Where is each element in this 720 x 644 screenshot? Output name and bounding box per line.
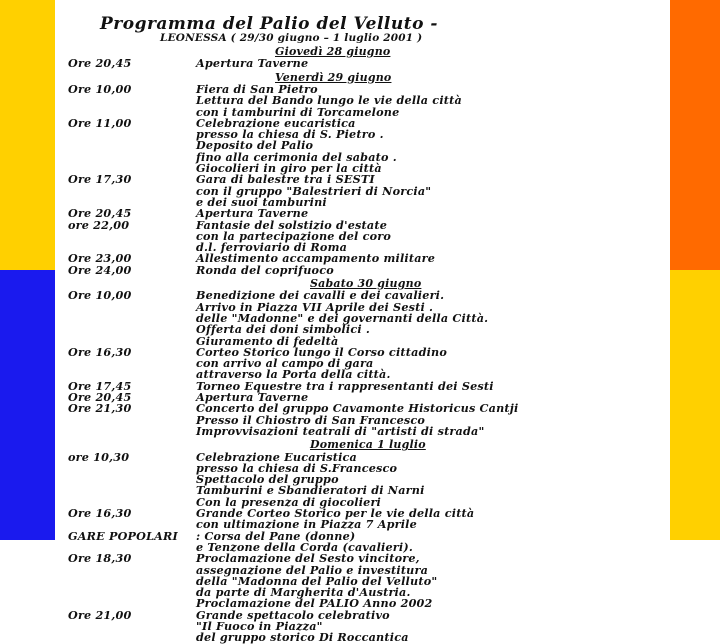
event-time: Ore 16,30 <box>68 344 132 359</box>
event-line: Offerta dei doni simbolici . <box>196 322 370 337</box>
event-line: Apertura Taverne <box>196 206 309 221</box>
event-line: Apertura Taverne <box>196 56 309 71</box>
event-line: Improvvisazioni teatrali di "artisti di strada" <box>196 423 485 438</box>
event-time: Ore 10,00 <box>68 81 132 96</box>
event-line: Deposito del Palio <box>196 138 314 153</box>
event-line: Gara di balestre tra i SESTI <box>196 172 375 187</box>
event-line: con il gruppo "Balestrieri di Norcia" <box>196 183 432 198</box>
event-line: Proclamazione del Sesto vincitore, <box>196 551 420 566</box>
event-line: della "Madonna del Palio del Velluto" <box>196 573 438 588</box>
event-time: Ore 20,45 <box>68 56 132 71</box>
page-subtitle: LEONESSA ( 29/30 giugno – 1 luglio 2001 ) <box>160 32 423 44</box>
event-time: Ore 17,30 <box>68 172 132 187</box>
event-line: fino alla cerimonia del sabato . <box>196 149 397 164</box>
event-line: con i tamburini di Torcamelone <box>196 104 400 119</box>
event-line: Celebrazione Eucaristica <box>196 449 358 464</box>
event-line: Apertura Taverne <box>196 390 309 404</box>
event-time: Ore 10,00 <box>68 288 132 303</box>
event-line: "Il Fuoco in Piazza" <box>196 619 323 633</box>
event-line: assegnazione del Palio e investitura <box>196 562 429 577</box>
event-line: Spettacolo del gruppo <box>196 472 339 487</box>
event-time: Ore 18,30 <box>68 551 132 566</box>
event-line: d.l. ferroviario di Roma <box>196 240 348 255</box>
event-time: Ore 20,45 <box>68 390 132 404</box>
event-line: Torneo Equestre tra i rappresentanti dei Sesti <box>196 378 494 393</box>
page-title: Programma del Palio del Velluto - <box>100 14 438 34</box>
day-heading: Venerdì 29 giugno <box>275 70 392 84</box>
event-line: da parte di Margherita d'Austria. <box>196 585 411 600</box>
event-line: Ronda del coprifuoco <box>196 262 334 277</box>
event-line: Proclamazione del PALIO Anno 2002 <box>196 596 433 611</box>
event-line: Giuramento di fedeltà <box>196 333 339 348</box>
event-time: ore 10,30 <box>68 449 130 464</box>
event-time: Ore 23,00 <box>68 251 132 266</box>
event-line: Corteo Storico lungo il Corso cittadino <box>196 344 448 359</box>
event-line: Lettura del Bando lungo le vie della città <box>196 93 462 108</box>
event-time: Ore 17,45 <box>68 378 132 393</box>
event-line: delle "Madonne" e dei governanti della Città. <box>196 310 489 325</box>
event-time: Ore 24,00 <box>68 262 132 277</box>
event-line: con arrivo al campo di gara <box>196 356 374 371</box>
event-line: e Tenzone della Corda (cavalieri). <box>196 539 413 554</box>
event-line: con la partecipazione del coro <box>196 228 392 243</box>
event-line: attraverso la Porta della città. <box>196 367 391 382</box>
event-line: presso la chiesa di S. Pietro . <box>196 127 384 142</box>
event-time: Ore 20,45 <box>68 206 132 221</box>
event-time: GARE POPOLARI <box>68 528 178 543</box>
event-line: Celebrazione eucaristica <box>196 115 356 130</box>
event-time: Ore 21,30 <box>68 401 132 416</box>
day-heading: Giovedì 28 giugno <box>275 45 391 58</box>
event-line: Concerto del gruppo Cavamonte Historicus Cantji <box>196 401 519 416</box>
event-line: del gruppo storico Di Roccantica <box>196 630 409 644</box>
event-line: Fantasie del solstizio d'estate <box>196 217 388 232</box>
event-time: Ore 21,00 <box>68 607 132 622</box>
event-line: Tamburini e Sbandieratori di Narni <box>196 483 425 498</box>
day-heading: Sabato 30 giugno <box>310 277 422 290</box>
event-line: Presso il Chiostro di San Francesco <box>196 412 426 427</box>
event-time: Ore 11,00 <box>68 115 132 130</box>
event-line: Grande spettacolo celebrativo <box>196 607 390 622</box>
event-line: Giocolieri in giro per la città <box>196 161 382 175</box>
event-line: Con la presenza di giocolieri <box>196 494 382 509</box>
event-time: ore 22,00 <box>68 217 130 232</box>
event-line: Allestimento accampamento militare <box>196 251 436 266</box>
event-line: : Corsa del Pane (donne) <box>196 528 356 543</box>
event-line: Arrivo in Piazza VII Aprile dei Sesti . <box>196 299 434 314</box>
day-heading: Domenica 1 luglio <box>310 438 426 452</box>
event-line: e dei suoi tamburini <box>196 194 327 209</box>
event-line: presso la chiesa di S.Francesco <box>196 460 398 475</box>
event-line: con ultimazione in Piazza 7 Aprile <box>196 517 417 532</box>
event-time: Ore 16,30 <box>68 506 132 520</box>
event-line: Benedizione dei cavalli e dei cavalieri. <box>196 288 445 303</box>
event-line: Grande Corteo Storico per le vie della città <box>196 506 475 520</box>
event-line: Fiera di San Pietro <box>196 81 318 96</box>
